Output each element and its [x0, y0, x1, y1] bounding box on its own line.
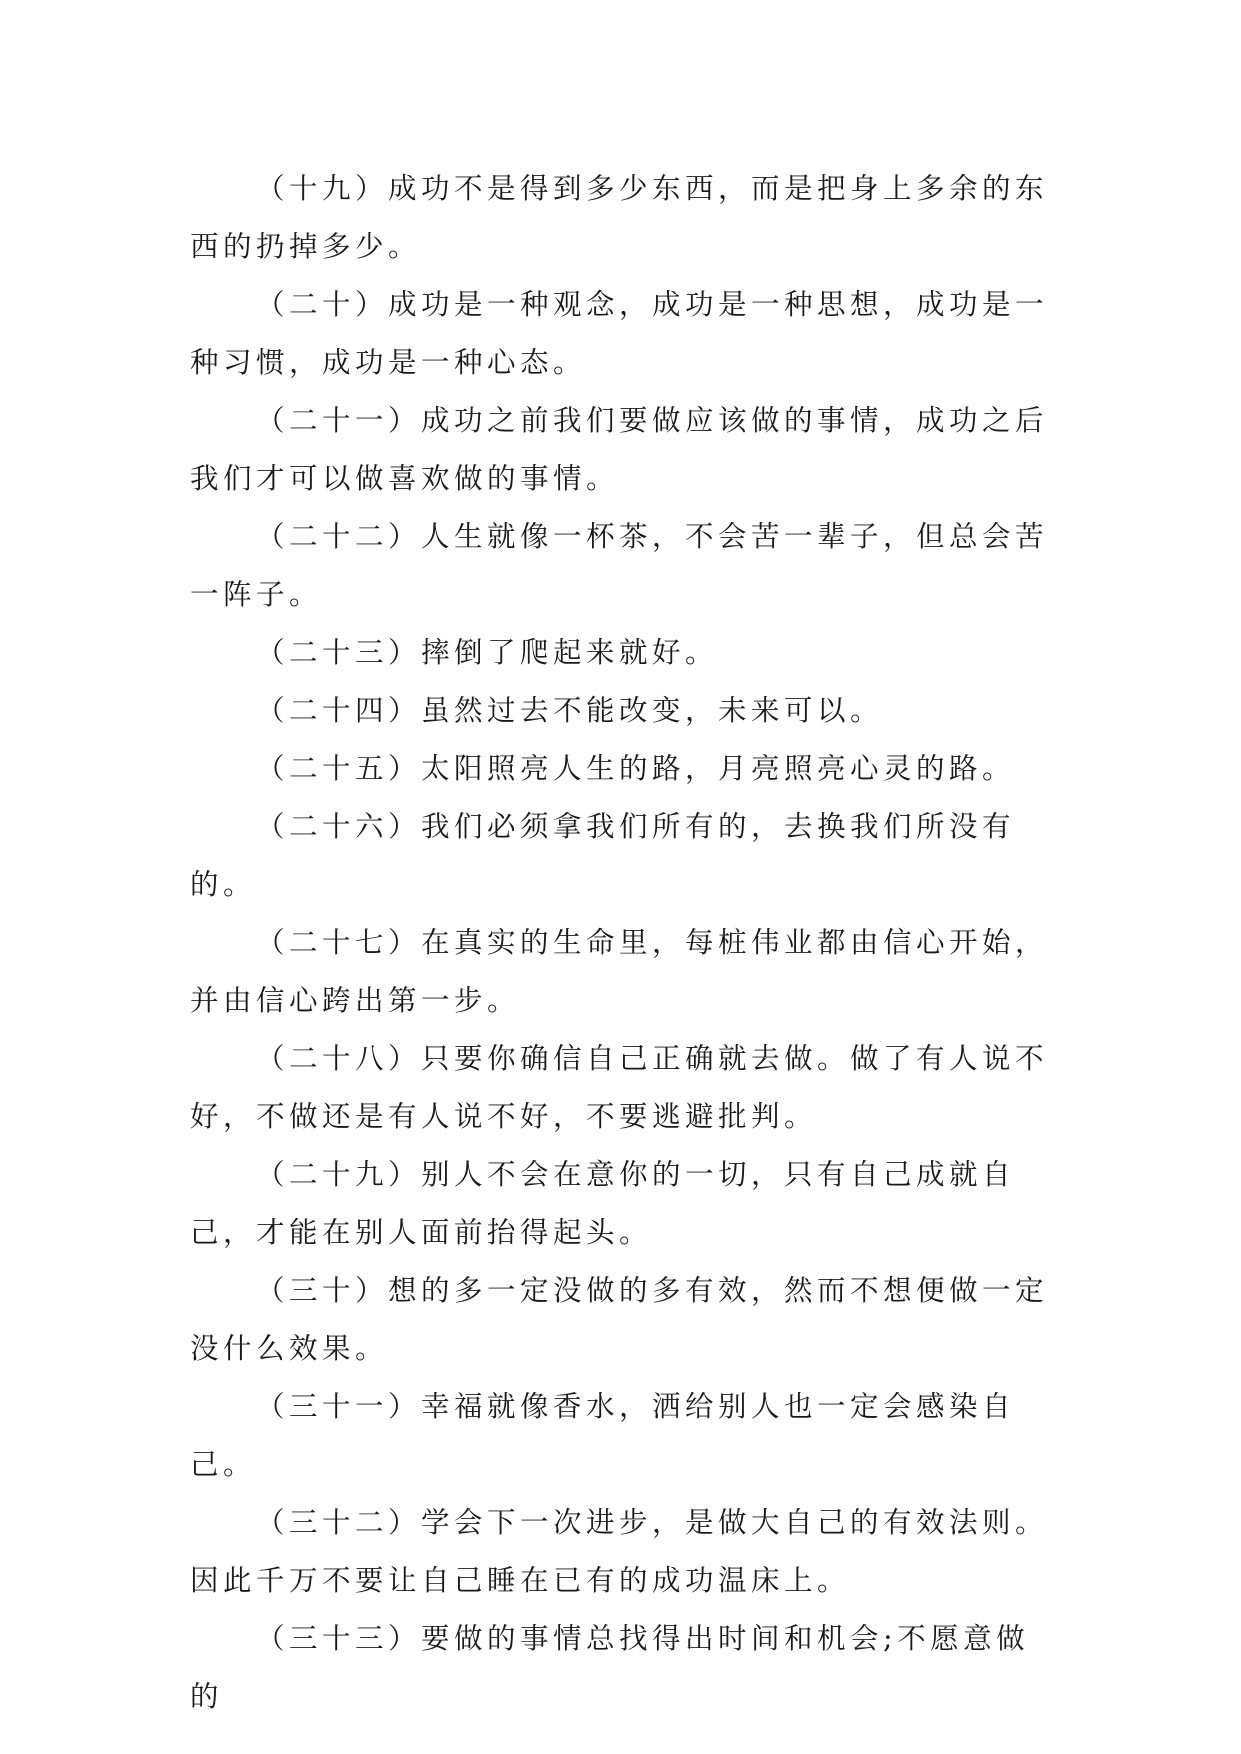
paragraph-20: （二十）成功是一种观念，成功是一种思想，成功是一种习惯，成功是一种心态。 — [190, 288, 1049, 379]
paragraph-28: （二十八）只要你确信自己正确就去做。做了有人说不好，不做还是有人说不好，不要逃避批判。 — [190, 1042, 1049, 1133]
paragraph-27: （二十七）在真实的生命里，每桩伟业都由信心开始，并由信心跨出第一步。 — [190, 926, 1049, 1017]
paragraph-21: （二十一）成功之前我们要做应该做的事情，成功之后我们才可以做喜欢做的事情。 — [190, 404, 1049, 495]
document-body — [190, 160, 1050, 1726]
paragraph-22: （二十二）人生就像一杯茶，不会苦一辈子，但总会苦一阵子。 — [190, 520, 1049, 611]
paragraph-23: （二十三）摔倒了爬起来就好。 — [256, 636, 719, 669]
paragraph-30: （三十）想的多一定没做的多有效，然而不想便做一定没什么效果。 — [190, 1274, 1049, 1365]
paragraph-33: （三十三）要做的事情总找得出时间和机会;不愿意做的 — [190, 1622, 1030, 1713]
paragraph-26: （二十六）我们必须拿我们所有的，去换我们所没有的。 — [190, 810, 1016, 901]
paragraph-19: （十九）成功不是得到多少东西，而是把身上多余的东西的扔掉多少。 — [190, 172, 1049, 263]
paragraph-24: （二十四）虽然过去不能改变，未来可以。 — [256, 694, 884, 727]
paragraph-29: （二十九）别人不会在意你的一切，只有自己成就自己，才能在别人面前抬得起头。 — [190, 1158, 1016, 1249]
paragraph-32: （三十二）学会下一次进步，是做大自己的有效法则。因此千万不要让自己睡在已有的成功温床上。 — [190, 1506, 1049, 1597]
paragraph-25: （二十五）太阳照亮人生的路，月亮照亮心灵的路。 — [256, 752, 1016, 785]
paragraph-31: （三十一）幸福就像香水，洒给别人也一定会感染自己。 — [190, 1390, 1016, 1481]
